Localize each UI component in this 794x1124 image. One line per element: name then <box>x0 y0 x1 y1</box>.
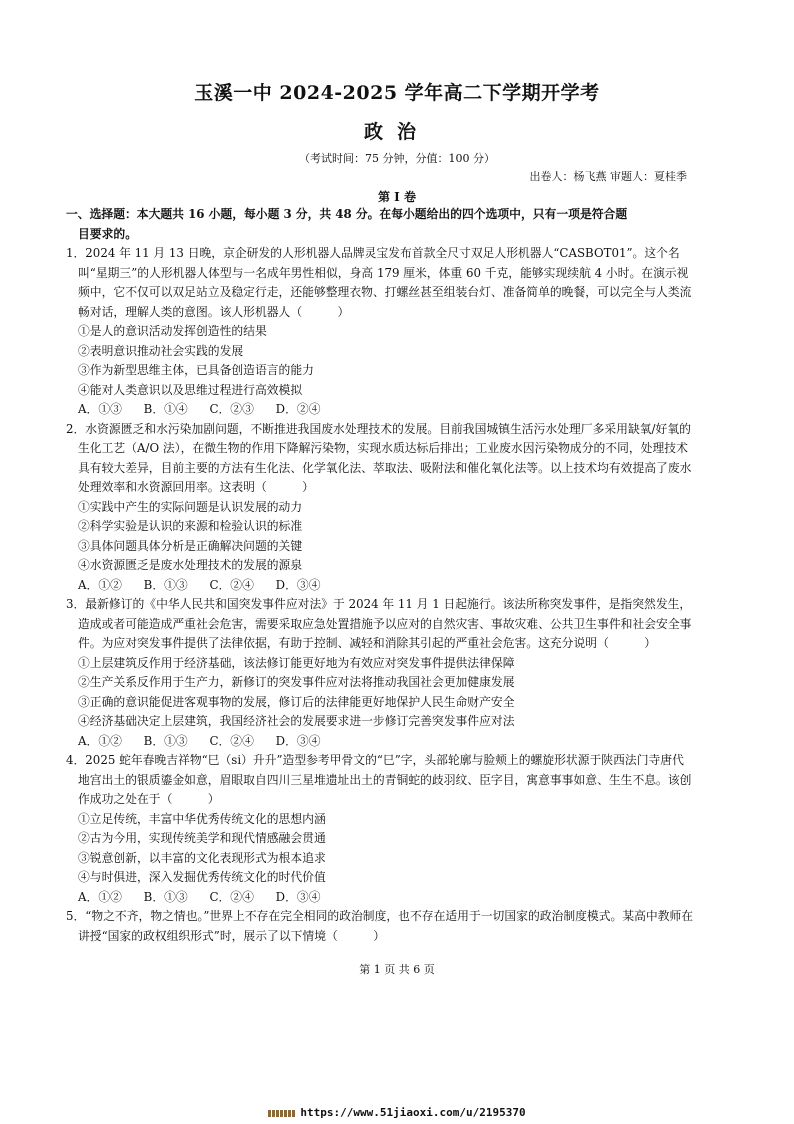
question-stem: 1．2024 年 11 月 13 日晚，京企研发的人形机器人品牌灵宝发布首款全尺寸双足人形机器人“CASBOT01”。这个名叫“星期三”的人形机器人体型与一名成年男性相似，身高 179 厘米，体重 60 千克，能够实现续航 4 小时。在演示视频中，它不仅可以双足站立及稳定行走，还能够整理衣物、打螺丝甚至组装台灯、准备简单的晚餐，可以完全与人类流畅对话，理解人类的意图。该人形机器人（ ） <box>66 246 692 319</box>
exam-info: （考试时间：75 分钟，分值：100 分） <box>299 152 495 165</box>
question-option: ②古为今用，实现传统美学和现代情感融会贯通 <box>78 831 326 845</box>
choice-a: A．①② <box>78 889 122 904</box>
section-heading-line2: 目要求的。 <box>78 226 137 241</box>
choice-c: C．②③ <box>209 402 254 416</box>
choice-b: B．①④ <box>143 402 188 416</box>
choice-b: B．①③ <box>143 889 188 904</box>
choice-b: B．①③ <box>143 733 188 748</box>
choice-a: A．①③ <box>78 402 122 416</box>
answer-choices <box>66 732 694 752</box>
watermark-logo-icon <box>268 1110 296 1117</box>
question-option: ③作为新型思维主体，已具备创造语言的能力 <box>78 363 314 377</box>
question-option: ②科学实验是认识的来源和检验认识的标准 <box>78 519 303 533</box>
choice-c: C．②④ <box>209 889 254 904</box>
choice-c: C．②④ <box>209 577 254 592</box>
question-option: ②表明意识推动社会实践的发展 <box>78 343 244 358</box>
watermark <box>0 1106 794 1119</box>
choice-a: A．①② <box>78 733 122 748</box>
choice-c: C．②④ <box>209 733 254 748</box>
section-heading <box>66 205 694 244</box>
exam-content <box>66 205 694 946</box>
volume-label: 第 I 卷 <box>378 190 416 204</box>
question-option: ④水资源匮乏是废水处理技术的发展的源泉 <box>78 558 303 572</box>
choice-d: D．②④ <box>275 402 321 416</box>
question-option: ④与时俱进，深入发掘优秀传统文化的时代价值 <box>78 870 326 884</box>
author-line: 出卷人：杨飞燕 审题人：夏桂季 <box>529 170 687 183</box>
question-option: ③锐意创新，以丰富的文化表现形式为根本追求 <box>78 850 326 865</box>
page-number: 第 1 页 共 6 页 <box>359 963 435 976</box>
question-1 <box>66 244 694 420</box>
question-stem: 5．“物之不齐，物之情也。”世界上不存在完全相同的政治制度，也不存在适用于一切国家的政治制度模式。某高中教师在讲授“国家的政权组织形式”时，展示了以下情境（ ） <box>66 909 694 943</box>
question-option: ①立足传统，丰富中华优秀传统文化的思想内涵 <box>78 811 326 826</box>
choice-d: D．③④ <box>275 889 321 904</box>
question-option: ①是人的意识活动发挥创造性的结果 <box>78 324 267 338</box>
question-option: ④能对人类意识以及思维过程进行高效模拟 <box>78 382 303 397</box>
question-option: ③正确的意识能促进客观事物的发展，修订后的法律能更好地保护人民生命财产安全 <box>78 694 515 709</box>
exam-title: 玉溪一中 2024-2025 学年高二下学期开学考 <box>194 82 600 104</box>
answer-choices <box>66 888 694 908</box>
question-3 <box>66 595 694 751</box>
question-option: ①上层建筑反作用于经济基础，该法修订能更好地为有效应对突发事件提供法律保障 <box>78 655 515 670</box>
choice-d: D．③④ <box>275 577 321 592</box>
question-option: ①实践中产生的实际问题是认识发展的动力 <box>78 499 303 514</box>
question-option: ④经济基础决定上层建筑，我国经济社会的发展要求进一步修订完善突发事件应对法 <box>78 714 515 728</box>
question-option: ③具体问题具体分析是正确解决问题的关键 <box>78 538 303 553</box>
question-stem: 4．2025 蛇年春晚吉祥物“巳（si）升升”造型参考甲骨文的“巳”字，头部轮廓与脸颊上的螺旋形状源于陕西法门寺唐代地宫出土的银质鎏金如意，眉眼取自四川三星堆遗址出土的青铜蛇的歧羽纹、臣字目，寓意事事如意、生生不息。该创作成功之处在于（ ） <box>66 753 692 806</box>
question-5 <box>66 907 694 946</box>
question-4 <box>66 751 694 907</box>
choice-b: B．①③ <box>143 577 188 592</box>
question-stem: 2．水资源匮乏和水污染加剧问题，不断推进我国废水处理技术的发展。目前我国城镇生活污水处理厂多采用缺氧/好氧的生化工艺（A/O 法），在微生物的作用下降解污染物，实现水质达标后排出；工业废水因污染物成分的不同，处理技术具有较大差异，目前主要的方法有生化法、化学氧化法、萃取法、吸附法和催化氧化法等。以上技术均有效提高了废水处理效率和水资源回用率。这表明（ ） <box>66 421 692 494</box>
subject-title: 政治 <box>363 121 430 143</box>
choice-d: D．③④ <box>275 733 321 748</box>
answer-choices <box>66 400 694 420</box>
answer-choices <box>66 576 694 596</box>
question-2 <box>66 420 694 596</box>
choice-a: A．①② <box>78 577 122 592</box>
watermark-url: https://www.51jiaoxi.com/u/2195370 <box>300 1106 526 1119</box>
question-option: ②生产关系反作用于生产力，新修订的突发事件应对法将推动我国社会更加健康发展 <box>78 675 515 689</box>
question-stem: 3．最新修订的《中华人民共和国突发事件应对法》于 2024 年 11 月 1 日起施行。该法所称突发事件，是指突然发生，造成或者可能造成严重社会危害，需要采取应急处置措施予以应对的自然灾害、事故灾难、公共卫生事件和社会安全事件。为应对突发事件提供了法律依据，有助于控制、减轻和消除其引起的严重社会危害。这充分说明（ ） <box>66 597 692 650</box>
section-heading-line1: 一、选择题：本大题共 16 小题，每小题 3 分，共 48 分。在每小题给出的四个选项中，只有一项是符合题 <box>66 207 628 221</box>
